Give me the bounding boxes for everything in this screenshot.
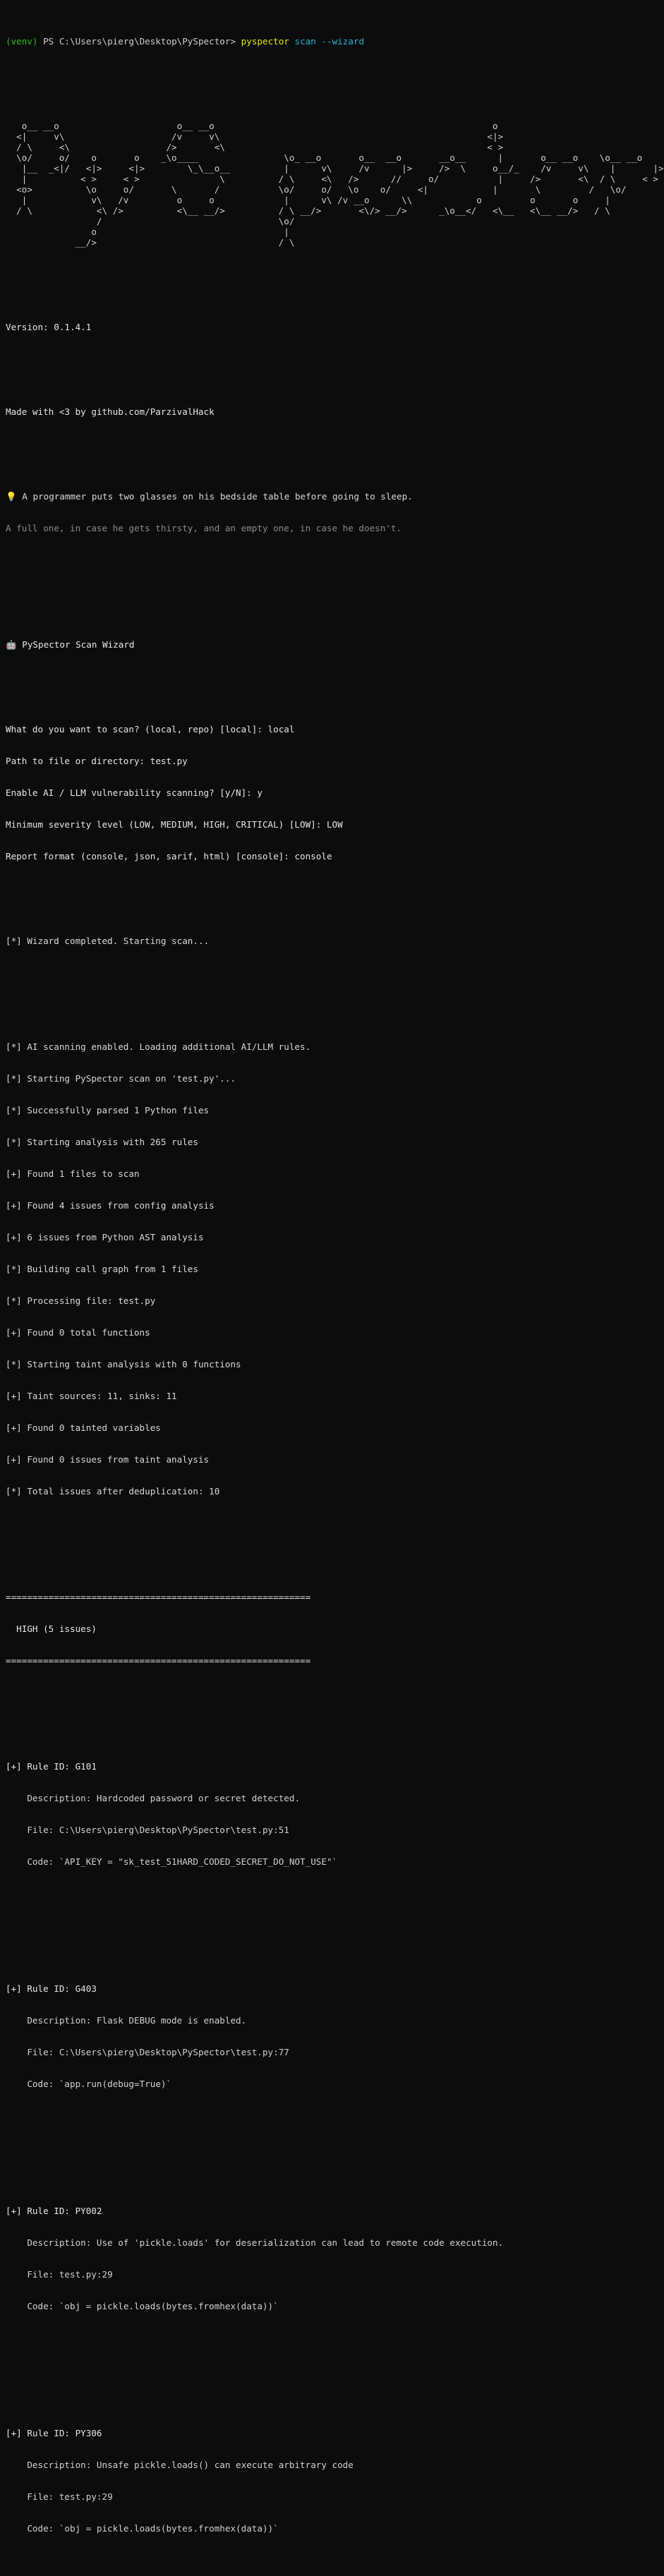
finding-rule-id: [+] Rule ID: G403 xyxy=(6,1983,97,1994)
finding-code xyxy=(6,2523,604,2534)
spacer xyxy=(6,565,604,576)
log-line: [+] Found 0 issues from taint analysis xyxy=(6,1454,210,1465)
log-line: [+] 6 issues from Python AST analysis xyxy=(6,1232,204,1242)
finding-file xyxy=(6,1825,604,1835)
banner-line: | v\ /v o o | v\ /v __o \\ o o o | xyxy=(6,195,610,205)
wizard-prompt xyxy=(6,724,604,734)
lightbulb-icon: 💡 xyxy=(6,491,17,502)
wizard-title-line xyxy=(6,639,604,650)
scan-log xyxy=(6,1020,604,1518)
spacer xyxy=(6,1920,604,1930)
wizard-prompt xyxy=(6,851,604,861)
log-line: [+] Taint sources: 11, sinks: 11 xyxy=(6,1391,177,1401)
wizard-prompt xyxy=(6,756,604,766)
finding-rule-id: [+] Rule ID: G101 xyxy=(6,1761,97,1772)
finding-file xyxy=(6,2269,604,2280)
finding-description xyxy=(6,1793,604,1803)
spacer xyxy=(6,2364,604,2375)
wizard-answer: local xyxy=(267,724,295,734)
log-line: [*] AI scanning enabled. Loading additional AI/LLM rules. xyxy=(6,1041,311,1052)
finding-code xyxy=(6,2301,604,2311)
finding-code-text: Code: `app.run(debug=True)` xyxy=(27,2079,172,2089)
separator-bottom: ========================================================= xyxy=(6,1655,311,1666)
version-label: Version: 0.1.4.1 xyxy=(6,322,92,332)
log-line: [+] Found 0 tainted variables xyxy=(6,1422,161,1433)
spacer xyxy=(6,682,604,692)
banner-line: |__ _<|/ <|> <|> \_\__o__ | v\ /v |> /> \ o__/_ /v v\ | |> xyxy=(6,163,664,174)
finding-code-text: Code: `obj = pickle.loads(bytes.fromhex(data))` xyxy=(27,2523,279,2534)
wizard-answer: test.py xyxy=(150,756,188,766)
spacer xyxy=(6,978,604,988)
venv-indicator: (venv) xyxy=(6,36,38,47)
banner-line: o | xyxy=(6,226,289,237)
wizard-answer: console xyxy=(294,851,332,861)
banner-line: __/> / \ xyxy=(6,237,295,248)
joke-line-1 xyxy=(6,491,604,502)
banner-line: \o/ o/ o o _\o____ \o_ __o o__ __o __o__ | o__ __o \o__ __o xyxy=(6,152,643,163)
spacer xyxy=(6,893,604,904)
finding-description-text: Description: Unsafe pickle.loads() can execute arbitrary code xyxy=(27,2460,354,2470)
finding-description-text: Description: Flask DEBUG mode is enabled. xyxy=(27,2015,247,2026)
finding-file xyxy=(6,2047,604,2057)
wizard-question: Path to file or directory: xyxy=(6,756,145,766)
finding-code-text: Code: `obj = pickle.loads(bytes.fromhex(data))` xyxy=(27,2301,279,2311)
banner-line: / \o/ xyxy=(6,216,295,226)
finding-code xyxy=(6,1856,604,1867)
spacer xyxy=(6,2142,604,2153)
finding-item xyxy=(6,1740,604,1888)
banner-line: / \ <\ /> <\__ __/> / \ __/> <\/> __/> _\o__</ <\__ <\__ __/> / \ xyxy=(6,205,610,216)
finding-description xyxy=(6,2015,604,2026)
spacer xyxy=(6,597,604,607)
spacer xyxy=(6,78,604,89)
wizard-question: Report format (console, json, sarif, html) [console]: xyxy=(6,851,289,861)
finding-item xyxy=(6,2184,604,2333)
finding-description-text: Description: Use of 'pickle.loads' for deserialization can lead to remote code execution. xyxy=(27,2237,504,2248)
finding-rule-id: [+] Rule ID: PY306 xyxy=(6,2428,102,2438)
ascii-banner xyxy=(6,121,664,248)
wizard-question: What do you want to scan? (local, repo) [local]: xyxy=(6,724,262,734)
shell-prompt-path: PS C:\Users\pierg\Desktop\PySpector> xyxy=(43,36,236,47)
log-line: [+] Found 0 total functions xyxy=(6,1327,150,1338)
finding-file xyxy=(6,2491,604,2502)
log-line: [*] Starting taint analysis with 0 functions xyxy=(6,1359,241,1369)
spacer xyxy=(6,449,604,459)
severity-header: HIGH (5 issues) xyxy=(6,1623,97,1634)
wizard-answer: y xyxy=(257,787,262,798)
finding-description-text: Description: Hardcoded password or secret detected. xyxy=(27,1793,301,1803)
spacer xyxy=(6,279,604,290)
wizard-prompt xyxy=(6,787,604,798)
spacer xyxy=(6,364,604,375)
finding-description xyxy=(6,2237,604,2248)
finding-file-text: File: test.py:29 xyxy=(27,2491,113,2502)
wizard-title: PySpector Scan Wizard xyxy=(22,639,135,650)
wizard-question: Minimum severity level (LOW, MEDIUM, HIGH, CRITICAL) [LOW]: xyxy=(6,819,322,830)
wizard-answer: LOW xyxy=(326,819,343,830)
finding-file-text: File: C:\Users\pierg\Desktop\PySpector\test.py:77 xyxy=(27,2047,289,2057)
prompt-line xyxy=(6,36,604,47)
log-line: [+] Found 4 issues from config analysis xyxy=(6,1200,215,1211)
finding-rule-id: [+] Rule ID: PY002 xyxy=(6,2206,102,2216)
finding-file-text: File: test.py:29 xyxy=(27,2269,113,2280)
robot-icon: 🤖 xyxy=(6,639,17,650)
finding-code-text: Code: `API_KEY = "sk_test_51HARD_CODED_SECRET_DO_NOT_USE"` xyxy=(27,1856,338,1867)
log-line: [*] Total issues after deduplication: 10 xyxy=(6,1486,220,1496)
separator-top: ========================================================= xyxy=(6,1592,311,1602)
joke-line-2: A full one, in case he gets thirsty, and an empty one, in case he doesn't. xyxy=(6,523,402,533)
command-args: scan --wizard xyxy=(294,36,365,47)
finding-file-text: File: C:\Users\pierg\Desktop\PySpector\test.py:51 xyxy=(27,1825,289,1835)
log-line: [*] Building call graph from 1 files xyxy=(6,1264,198,1274)
banner-line: / \ <\ /> <\ < > xyxy=(6,142,504,152)
banner-line: <| v\ /v v\ <|> xyxy=(6,131,504,142)
finding-item xyxy=(6,2407,604,2555)
wizard-prompt xyxy=(6,819,604,830)
credit-line: Made with <3 by github.com/ParzivalHack xyxy=(6,406,215,417)
spacer xyxy=(6,1549,604,1560)
log-line: [*] Starting PySpector scan on 'test.py'... xyxy=(6,1073,236,1084)
log-line: [*] Starting analysis with 265 rules xyxy=(6,1137,198,1147)
finding-description xyxy=(6,2460,604,2470)
wizard-complete-message: [*] Wizard completed. Starting scan... xyxy=(6,936,210,946)
banner-line: o__ __o o__ __o o xyxy=(6,121,498,131)
finding-item xyxy=(6,1962,604,2110)
log-line: [+] Found 1 files to scan xyxy=(6,1168,140,1179)
log-line: [*] Processing file: test.py xyxy=(6,1295,156,1306)
command-name: pyspector xyxy=(241,36,289,47)
banner-line: | < > < > \ / \ <\ /> // o/ | /> <\ / \ < > xyxy=(6,174,659,184)
log-line: [*] Successfully parsed 1 Python files xyxy=(6,1105,210,1115)
banner-line: <o> \o o/ \ / \o/ o/ \o o/ <| | \ / \o/ xyxy=(6,184,627,195)
finding-code xyxy=(6,2079,604,2089)
wizard-question: Enable AI / LLM vulnerability scanning? [y/N]: xyxy=(6,787,252,798)
spacer xyxy=(6,1698,604,1708)
joke-text-1: A programmer puts two glasses on his bedside table before going to sleep. xyxy=(22,491,413,502)
